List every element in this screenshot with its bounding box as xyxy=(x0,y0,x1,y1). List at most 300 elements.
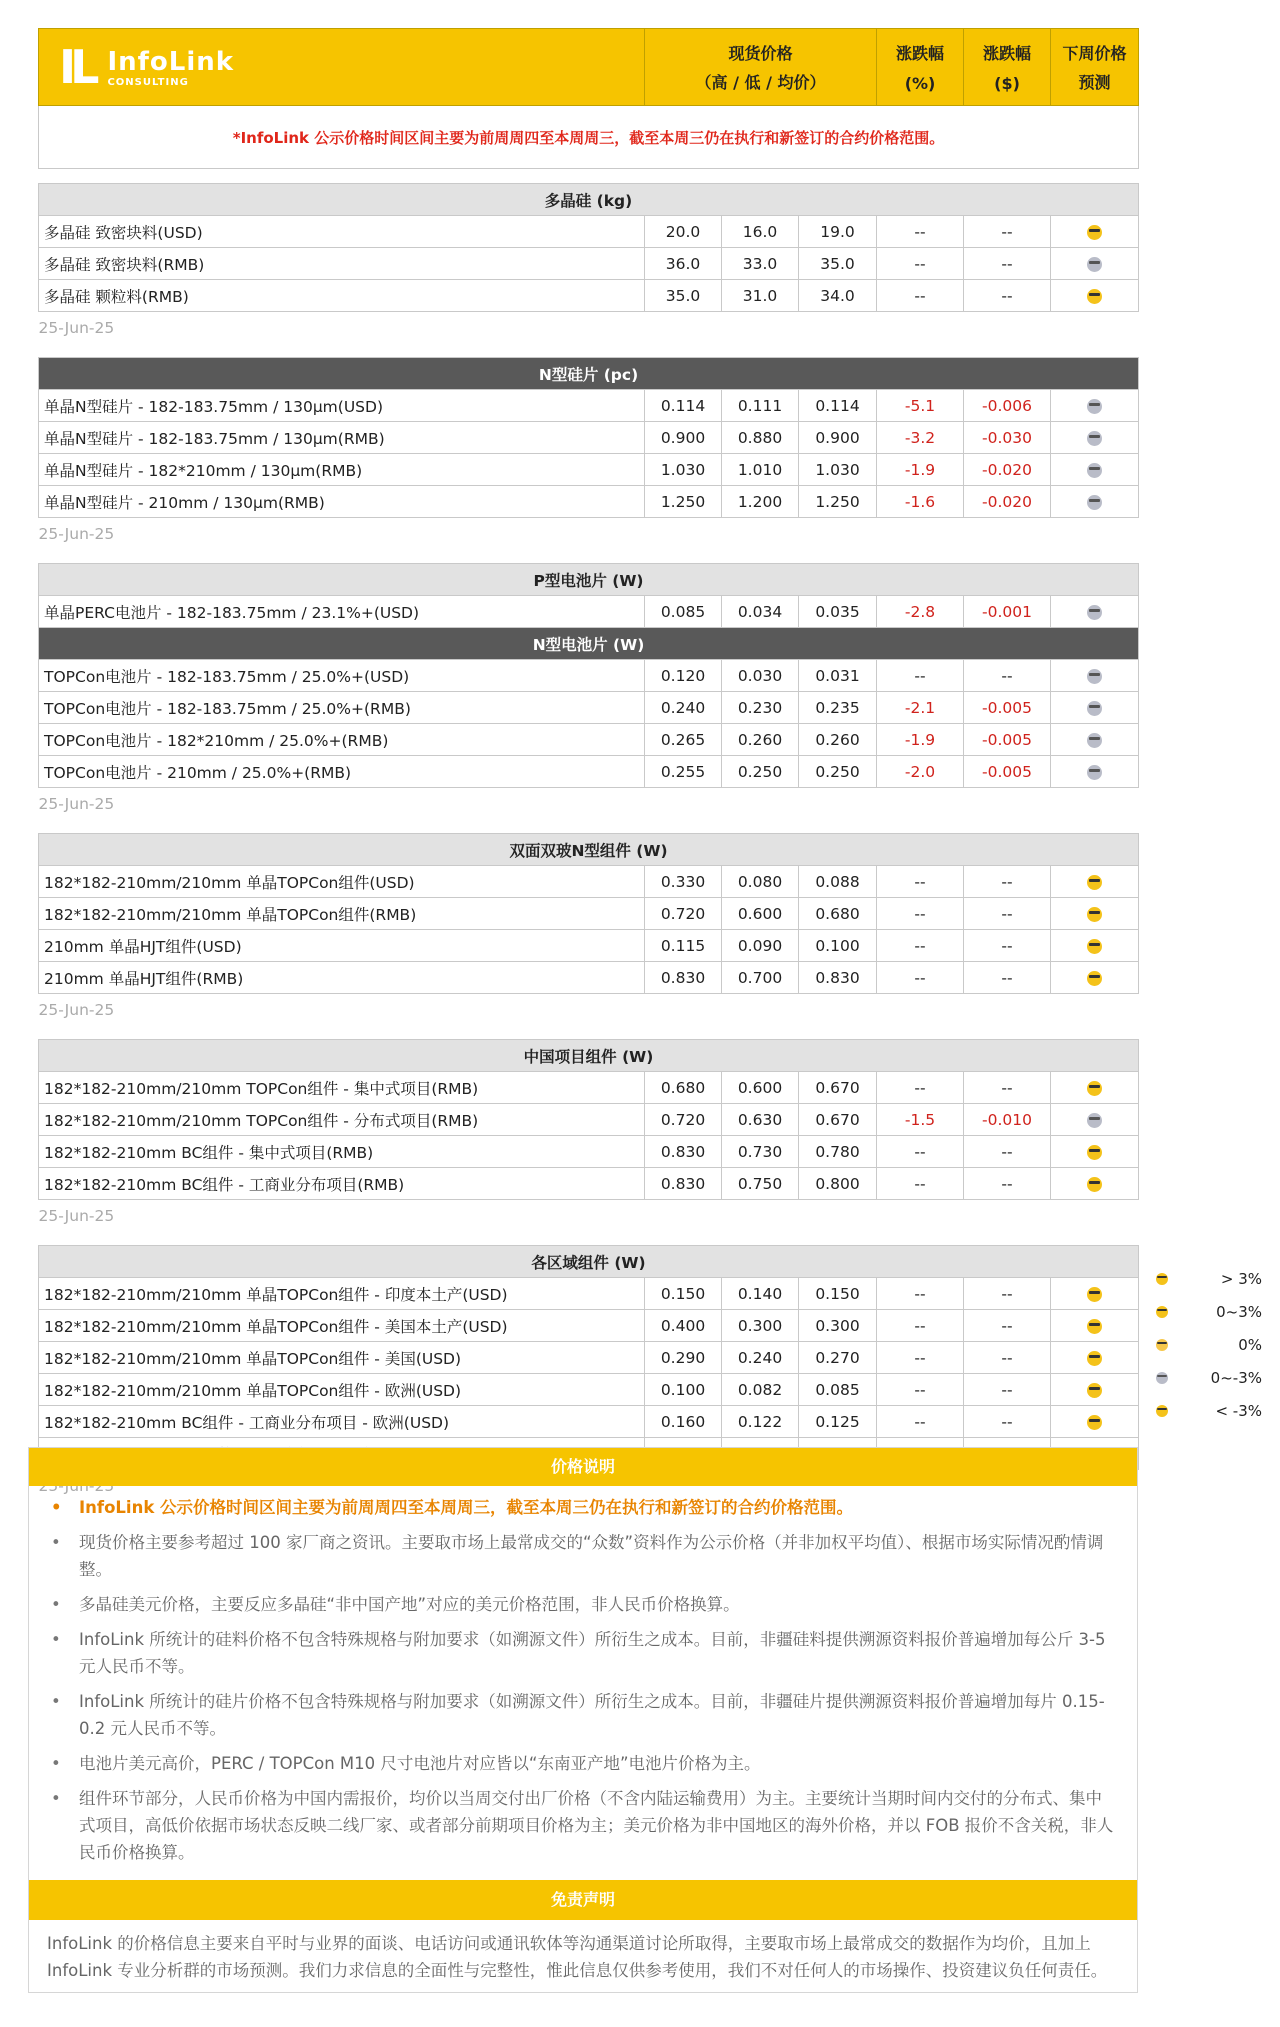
change-pct: -- xyxy=(877,1342,964,1374)
price-low: 0.080 xyxy=(722,866,799,898)
table-row xyxy=(39,724,1139,756)
change-pct: -- xyxy=(877,898,964,930)
product-name: TOPCon电池片 - 182*210mm / 25.0%+(RMB) xyxy=(39,724,645,756)
legend-item xyxy=(1140,1295,1270,1328)
change-pct: -2.1 xyxy=(877,692,964,724)
forecast-legend xyxy=(1140,1262,1270,1427)
change-pct: -- xyxy=(877,216,964,248)
product-name: 182*182-210mm/210mm 单晶TOPCon组件 - 印度本土产(USD) xyxy=(39,1278,645,1310)
price-low: 1.200 xyxy=(722,486,799,518)
product-name: 182*182-210mm BC组件 - 工商业分布项目 - 欧洲(USD) xyxy=(39,1406,645,1438)
price-high: 1.250 xyxy=(645,486,722,518)
worried-face-icon xyxy=(1087,463,1102,478)
table-row xyxy=(39,216,1139,248)
price-low: 0.700 xyxy=(722,962,799,994)
date-label: 25-Jun-25 xyxy=(38,1000,115,1019)
forecast-cell xyxy=(1051,1310,1139,1342)
col-header-price xyxy=(645,29,877,106)
product-name: 多晶硅 颗粒料(RMB) xyxy=(39,280,645,312)
gap-cell xyxy=(39,819,1139,834)
product-name: 182*182-210mm/210mm TOPCon组件 - 分布式项目(RMB) xyxy=(39,1104,645,1136)
price-low: 31.0 xyxy=(722,280,799,312)
price-avg: 35.0 xyxy=(799,248,877,280)
change-usd: -- xyxy=(964,1278,1051,1310)
forecast-cell xyxy=(1051,1342,1139,1374)
product-name: 182*182-210mm BC组件 - 工商业分布项目(RMB) xyxy=(39,1168,645,1200)
worried-face-icon xyxy=(1087,1113,1102,1128)
price-avg: 1.250 xyxy=(799,486,877,518)
product-name: TOPCon电池片 - 182-183.75mm / 25.0%+(USD) xyxy=(39,660,645,692)
forecast-cell xyxy=(1051,898,1139,930)
price-low: 0.600 xyxy=(722,1072,799,1104)
change-usd: -- xyxy=(964,1406,1051,1438)
price-avg: 1.030 xyxy=(799,454,877,486)
price-high: 0.150 xyxy=(645,1278,722,1310)
legend-label: 0~-3% xyxy=(1210,1368,1262,1387)
price-low: 0.240 xyxy=(722,1342,799,1374)
worried-face-icon xyxy=(1087,257,1102,272)
change-usd: -0.005 xyxy=(964,724,1051,756)
change-usd: -0.030 xyxy=(964,422,1051,454)
change-usd: -- xyxy=(964,1342,1051,1374)
legend-label: 0~3% xyxy=(1216,1302,1262,1321)
col-header-usd xyxy=(964,29,1051,106)
section-title-row xyxy=(39,1246,1139,1278)
legend-item xyxy=(1140,1262,1270,1295)
price-high: 0.115 xyxy=(645,930,722,962)
worried-face-icon xyxy=(1087,733,1102,748)
price-table xyxy=(38,28,1139,1501)
forecast-cell xyxy=(1051,596,1139,628)
price-avg: 0.670 xyxy=(799,1104,877,1136)
table-row xyxy=(39,866,1139,898)
product-name: 182*182-210mm BC组件 - 集中式项目(RMB) xyxy=(39,1136,645,1168)
date-row xyxy=(39,788,1139,820)
date-label: 25-Jun-25 xyxy=(38,1206,115,1225)
price-low: 0.630 xyxy=(722,1104,799,1136)
table-row xyxy=(39,930,1139,962)
price-high: 0.114 xyxy=(645,390,722,422)
legend-item xyxy=(1140,1394,1270,1427)
table-row xyxy=(39,898,1139,930)
sunglasses-face-icon xyxy=(1156,1273,1168,1285)
price-high: 36.0 xyxy=(645,248,722,280)
date-row xyxy=(39,312,1139,344)
price-low: 0.880 xyxy=(722,422,799,454)
neutral-face-icon xyxy=(1156,1339,1168,1351)
section-title: 中国项目组件 (W) xyxy=(39,1040,1139,1072)
price-avg: 0.235 xyxy=(799,692,877,724)
price-low: 0.111 xyxy=(722,390,799,422)
date-label: 25-Jun-25 xyxy=(38,524,115,543)
worried-face-icon xyxy=(1087,495,1102,510)
section-title-row xyxy=(39,834,1139,866)
price-low: 0.030 xyxy=(722,660,799,692)
worried-face-icon xyxy=(1087,765,1102,780)
section-title: 多晶硅 (kg) xyxy=(39,184,1139,216)
section-title: N型硅片 (pc) xyxy=(39,358,1139,390)
price-low: 0.034 xyxy=(722,596,799,628)
price-high: 0.255 xyxy=(645,756,722,788)
section-gap xyxy=(39,1231,1139,1246)
section-title: P型电池片 (W) xyxy=(39,564,1139,596)
table-row xyxy=(39,1104,1139,1136)
forecast-cell xyxy=(1051,930,1139,962)
gap-cell xyxy=(39,169,1139,184)
section-title: N型电池片 (W) xyxy=(39,628,1139,660)
change-usd: -0.001 xyxy=(964,596,1051,628)
table-row xyxy=(39,280,1139,312)
sunglasses-face-icon xyxy=(1087,1081,1102,1096)
forecast-cell xyxy=(1051,280,1139,312)
note-item: • 电池片美元高价，PERC / TOPCon M10 尺寸电池片对应皆以“东南亚产地”电池片价格为主。 xyxy=(47,1750,1117,1777)
change-usd: -- xyxy=(964,1374,1051,1406)
price-avg: 19.0 xyxy=(799,216,877,248)
col-header-forecast-line2: 预测 xyxy=(1078,73,1111,92)
change-usd: -0.005 xyxy=(964,692,1051,724)
table-row xyxy=(39,1310,1139,1342)
product-name: 多晶硅 致密块料(RMB) xyxy=(39,248,645,280)
section-title-row xyxy=(39,564,1139,596)
col-header-usd-line2: ($) xyxy=(994,74,1020,93)
change-pct: -- xyxy=(877,1072,964,1104)
legend-label: < -3% xyxy=(1215,1401,1262,1420)
price-low: 0.250 xyxy=(722,756,799,788)
price-high: 0.680 xyxy=(645,1072,722,1104)
price-low: 33.0 xyxy=(722,248,799,280)
gap-cell xyxy=(39,343,1139,358)
price-low: 0.730 xyxy=(722,1136,799,1168)
change-usd: -0.010 xyxy=(964,1104,1051,1136)
change-usd: -- xyxy=(964,1168,1051,1200)
price-report xyxy=(38,28,1138,1501)
forecast-cell xyxy=(1051,216,1139,248)
price-low: 0.230 xyxy=(722,692,799,724)
worried-face-icon xyxy=(1087,431,1102,446)
forecast-cell xyxy=(1051,724,1139,756)
price-high: 0.085 xyxy=(645,596,722,628)
product-name: 单晶N型硅片 - 182*210mm / 130μm(RMB) xyxy=(39,454,645,486)
section-title-row xyxy=(39,184,1139,216)
change-pct: -- xyxy=(877,280,964,312)
change-usd: -- xyxy=(964,660,1051,692)
price-avg: 0.830 xyxy=(799,962,877,994)
sunglasses-face-icon xyxy=(1087,289,1102,304)
change-pct: -- xyxy=(877,1374,964,1406)
date-row xyxy=(39,994,1139,1026)
price-avg: 0.031 xyxy=(799,660,877,692)
date-row xyxy=(39,1200,1139,1232)
change-pct: -- xyxy=(877,930,964,962)
sunglasses-face-icon xyxy=(1087,939,1102,954)
sunglasses-face-icon xyxy=(1087,1383,1102,1398)
product-name: 多晶硅 致密块料(USD) xyxy=(39,216,645,248)
price-high: 0.720 xyxy=(645,1104,722,1136)
price-avg: 34.0 xyxy=(799,280,877,312)
notice-text: *InfoLink 公示价格时间区间主要为前周周四至本周周三，截至本周三仍在执行和新签订的合约价格范围。 xyxy=(39,106,1139,169)
forecast-cell xyxy=(1051,454,1139,486)
product-name: 182*182-210mm/210mm 单晶TOPCon组件 - 欧洲(USD) xyxy=(39,1374,645,1406)
change-pct: -- xyxy=(877,1406,964,1438)
section-title: 各区域组件 (W) xyxy=(39,1246,1139,1278)
forecast-cell xyxy=(1051,422,1139,454)
price-low: 0.082 xyxy=(722,1374,799,1406)
change-usd: -- xyxy=(964,962,1051,994)
sunglasses-face-icon xyxy=(1156,1306,1168,1318)
change-pct: -2.8 xyxy=(877,596,964,628)
price-low: 0.260 xyxy=(722,724,799,756)
price-avg: 0.300 xyxy=(799,1310,877,1342)
gap-cell xyxy=(39,1025,1139,1040)
price-high: 20.0 xyxy=(645,216,722,248)
price-high: 0.240 xyxy=(645,692,722,724)
sunglasses-face-icon xyxy=(1087,1351,1102,1366)
product-name: 单晶PERC电池片 - 182-183.75mm / 23.1%+(USD) xyxy=(39,596,645,628)
change-usd: -- xyxy=(964,898,1051,930)
logo-cell xyxy=(39,29,645,106)
price-high: 0.265 xyxy=(645,724,722,756)
change-usd: -- xyxy=(964,930,1051,962)
forecast-cell xyxy=(1051,390,1139,422)
sunglasses-face-icon xyxy=(1087,1415,1102,1430)
product-name: 单晶N型硅片 - 182-183.75mm / 130μm(USD) xyxy=(39,390,645,422)
forecast-cell xyxy=(1051,248,1139,280)
price-avg: 0.125 xyxy=(799,1406,877,1438)
note-item: • 多晶硅美元价格，主要反应多晶硅“非中国产地”对应的美元价格范围，非人民币价格换算。 xyxy=(47,1591,1117,1618)
price-low: 1.010 xyxy=(722,454,799,486)
change-pct: -1.9 xyxy=(877,454,964,486)
price-avg: 0.270 xyxy=(799,1342,877,1374)
legend-label: 0% xyxy=(1238,1335,1262,1354)
table-header xyxy=(39,29,1139,106)
change-usd: -0.005 xyxy=(964,756,1051,788)
price-high: 0.330 xyxy=(645,866,722,898)
forecast-cell xyxy=(1051,486,1139,518)
table-row xyxy=(39,1374,1139,1406)
table-row xyxy=(39,1168,1139,1200)
note-item: • InfoLink 所统计的硅片价格不包含特殊规格与附加要求（如溯源文件）所衍生之成本。目前，非疆硅片提供溯源资料报价普遍增加每片 0.15-0.2 元人民币不等。 xyxy=(47,1688,1117,1742)
worried-face-icon xyxy=(1087,605,1102,620)
sunglasses-face-icon xyxy=(1087,907,1102,922)
product-name: 210mm 单晶HJT组件(USD) xyxy=(39,930,645,962)
sunglasses-face-icon xyxy=(1156,1405,1168,1417)
table-row xyxy=(39,454,1139,486)
forecast-cell xyxy=(1051,1374,1139,1406)
price-avg: 0.800 xyxy=(799,1168,877,1200)
product-name: 210mm 单晶HJT组件(RMB) xyxy=(39,962,645,994)
forecast-cell xyxy=(1051,1072,1139,1104)
logo-sub: CONSULTING xyxy=(107,76,189,88)
worried-face-icon xyxy=(1087,701,1102,716)
gap-cell xyxy=(39,549,1139,564)
change-usd: -- xyxy=(964,1310,1051,1342)
col-header-pct-line2: (%) xyxy=(904,74,936,93)
sunglasses-face-icon xyxy=(1087,1287,1102,1302)
notes-list xyxy=(29,1486,1137,1880)
price-low: 0.600 xyxy=(722,898,799,930)
price-avg: 0.150 xyxy=(799,1278,877,1310)
product-name: TOPCon电池片 - 182-183.75mm / 25.0%+(RMB) xyxy=(39,692,645,724)
change-pct: -- xyxy=(877,248,964,280)
change-usd: -- xyxy=(964,1136,1051,1168)
col-header-forecast-line1: 下周价格 xyxy=(1062,44,1127,63)
date-row xyxy=(39,518,1139,550)
product-name: 182*182-210mm/210mm TOPCon组件 - 集中式项目(RMB) xyxy=(39,1072,645,1104)
sunglasses-face-icon xyxy=(1087,1145,1102,1160)
section-title-row xyxy=(39,1040,1139,1072)
col-header-pct xyxy=(877,29,964,106)
price-avg: 0.900 xyxy=(799,422,877,454)
price-high: 0.900 xyxy=(645,422,722,454)
table-row xyxy=(39,1072,1139,1104)
change-usd: -0.020 xyxy=(964,486,1051,518)
note-item: • InfoLink 公示价格时间区间主要为前周周四至本周周三，截至本周三仍在执行和新签订的合约价格范围。 xyxy=(47,1494,1117,1521)
table-row xyxy=(39,692,1139,724)
price-avg: 0.670 xyxy=(799,1072,877,1104)
sunglasses-face-icon xyxy=(1087,971,1102,986)
section-title-row xyxy=(39,358,1139,390)
forecast-cell xyxy=(1051,962,1139,994)
sunglasses-face-icon xyxy=(1087,1319,1102,1334)
infolink-logo xyxy=(59,40,644,94)
gap-cell xyxy=(39,1231,1139,1246)
price-high: 1.030 xyxy=(645,454,722,486)
change-pct: -1.9 xyxy=(877,724,964,756)
table-row xyxy=(39,390,1139,422)
section-gap xyxy=(39,819,1139,834)
price-high: 0.400 xyxy=(645,1310,722,1342)
price-avg: 0.680 xyxy=(799,898,877,930)
change-usd: -0.020 xyxy=(964,454,1051,486)
date-label: 25-Jun-25 xyxy=(38,794,115,813)
col-header-usd-line1: 涨跌幅 xyxy=(983,44,1032,63)
price-high: 0.100 xyxy=(645,1374,722,1406)
section-gap xyxy=(39,549,1139,564)
change-pct: -1.6 xyxy=(877,486,964,518)
table-row xyxy=(39,1278,1139,1310)
forecast-cell xyxy=(1051,1278,1139,1310)
forecast-cell xyxy=(1051,692,1139,724)
table-row xyxy=(39,422,1139,454)
change-pct: -- xyxy=(877,1278,964,1310)
change-usd: -- xyxy=(964,866,1051,898)
table-row xyxy=(39,962,1139,994)
worried-face-icon xyxy=(1087,399,1102,414)
price-low: 0.090 xyxy=(722,930,799,962)
change-usd: -- xyxy=(964,280,1051,312)
legend-item xyxy=(1140,1328,1270,1361)
forecast-cell xyxy=(1051,660,1139,692)
price-avg: 0.114 xyxy=(799,390,877,422)
change-pct: -- xyxy=(877,866,964,898)
product-name: TOPCon电池片 - 210mm / 25.0%+(RMB) xyxy=(39,756,645,788)
price-low: 16.0 xyxy=(722,216,799,248)
change-usd: -- xyxy=(964,248,1051,280)
price-high: 0.160 xyxy=(645,1406,722,1438)
price-low: 0.122 xyxy=(722,1406,799,1438)
price-avg: 0.085 xyxy=(799,1374,877,1406)
price-low: 0.140 xyxy=(722,1278,799,1310)
col-header-price-line2: （高 / 低 / 均价） xyxy=(695,73,826,92)
section-title-row xyxy=(39,628,1139,660)
change-pct: -- xyxy=(877,962,964,994)
section-gap xyxy=(39,169,1139,184)
disclaimer-text: InfoLink 的价格信息主要来自平时与业界的面谈、电话访问或通讯软体等沟通渠道讨论所取得，主要取市场上最常成交的数据作为均价，且加上 InfoLink 专业分析群的市场预测。我们力求信息的全面性与完整性，惟此信息仅供参考使用，我们不对任何人的市场操作、投资建议负任何责任。 xyxy=(47,1934,1108,1980)
price-avg: 0.100 xyxy=(799,930,877,962)
legend-item xyxy=(1140,1361,1270,1394)
notes-panel xyxy=(28,1447,1138,1993)
price-low: 0.300 xyxy=(722,1310,799,1342)
change-pct: -- xyxy=(877,660,964,692)
price-avg: 0.250 xyxy=(799,756,877,788)
note-item: • 组件环节部分，人民币价格为中国内需报价，均价以当周交付出厂价格（不含内陆运输费用）为主。主要统计当期时间内交付的分布式、集中式项目，高低价依据市场状态反映二线厂家、或者部分前期项目价格为主；美元价格为非中国地区的海外价格，并以 FOB 报价不含关税，非人民币价格换算。 xyxy=(47,1785,1117,1866)
price-avg: 0.260 xyxy=(799,724,877,756)
sunglasses-face-icon xyxy=(1087,1177,1102,1192)
product-name: 单晶N型硅片 - 210mm / 130μm(RMB) xyxy=(39,486,645,518)
table-row xyxy=(39,1406,1139,1438)
product-name: 182*182-210mm/210mm 单晶TOPCon组件(USD) xyxy=(39,866,645,898)
notice-row xyxy=(39,106,1139,169)
note-item: • InfoLink 所统计的硅料价格不包含特殊规格与附加要求（如溯源文件）所衍生之成本。目前，非疆硅料提供溯源资料报价普遍增加每公斤 3-5 元人民币不等。 xyxy=(47,1626,1117,1680)
product-name: 182*182-210mm/210mm 单晶TOPCon组件 - 美国(USD) xyxy=(39,1342,645,1374)
col-header-price-line1: 现货价格 xyxy=(728,44,793,63)
table-row xyxy=(39,1136,1139,1168)
forecast-cell xyxy=(1051,866,1139,898)
price-high: 0.830 xyxy=(645,1136,722,1168)
price-high: 0.290 xyxy=(645,1342,722,1374)
price-high: 0.120 xyxy=(645,660,722,692)
change-pct: -2.0 xyxy=(877,756,964,788)
worried-face-icon xyxy=(1087,669,1102,684)
change-pct: -- xyxy=(877,1136,964,1168)
section-gap xyxy=(39,1025,1139,1040)
logo-brand: InfoLink xyxy=(107,46,235,77)
price-low: 0.750 xyxy=(722,1168,799,1200)
change-pct: -- xyxy=(877,1168,964,1200)
forecast-cell xyxy=(1051,1168,1139,1200)
note-item: • 现货价格主要参考超过 100 家厂商之资讯。主要取市场上最常成交的“众数”资料作为公示价格（并非加权平均值）、根据市场实际情况酌情调整。 xyxy=(47,1529,1117,1583)
product-name: 182*182-210mm/210mm 单晶TOPCon组件 - 美国本土产(USD) xyxy=(39,1310,645,1342)
table-row xyxy=(39,596,1139,628)
section-title: 双面双玻N型组件 (W) xyxy=(39,834,1139,866)
price-avg: 0.780 xyxy=(799,1136,877,1168)
section-gap xyxy=(39,343,1139,358)
col-header-pct-line1: 涨跌幅 xyxy=(896,44,945,63)
change-usd: -- xyxy=(964,1072,1051,1104)
forecast-cell xyxy=(1051,1406,1139,1438)
col-header-forecast xyxy=(1051,29,1139,106)
legend-label: > 3% xyxy=(1220,1269,1262,1288)
change-usd: -- xyxy=(964,216,1051,248)
price-high: 0.830 xyxy=(645,962,722,994)
price-high: 0.720 xyxy=(645,898,722,930)
sunglasses-face-icon xyxy=(1087,225,1102,240)
change-usd: -0.006 xyxy=(964,390,1051,422)
price-avg: 0.088 xyxy=(799,866,877,898)
change-pct: -3.2 xyxy=(877,422,964,454)
change-pct: -1.5 xyxy=(877,1104,964,1136)
price-avg: 0.035 xyxy=(799,596,877,628)
product-name: 182*182-210mm/210mm 单晶TOPCon组件(RMB) xyxy=(39,898,645,930)
change-pct: -5.1 xyxy=(877,390,964,422)
sunglasses-face-icon xyxy=(1087,875,1102,890)
logo-mark-icon: IL xyxy=(59,40,94,94)
notes-title: 价格说明 xyxy=(29,1448,1137,1486)
change-pct: -- xyxy=(877,1310,964,1342)
forecast-cell xyxy=(1051,1136,1139,1168)
price-high: 0.830 xyxy=(645,1168,722,1200)
price-high: 35.0 xyxy=(645,280,722,312)
